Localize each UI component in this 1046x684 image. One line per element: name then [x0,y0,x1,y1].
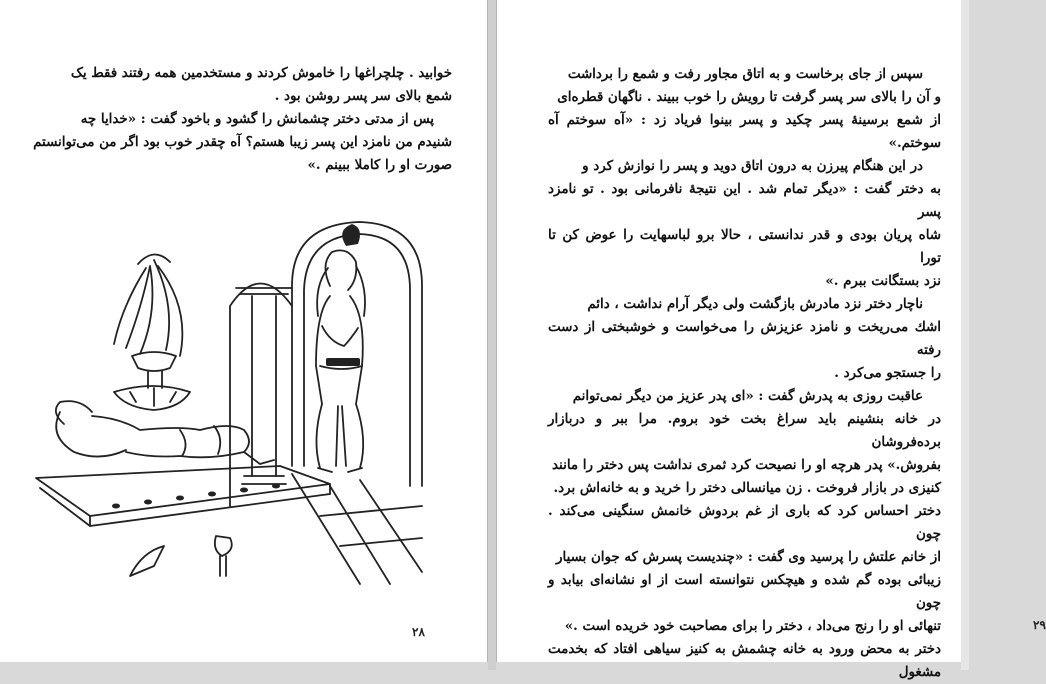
text-line: ناچار دختر نزد مادرش بازگشت ولی دیگر آرام نداشت ، دائم [587,296,923,312]
text-line: در این هنگام پیرزن به درون اتاق دوید و پسر را نوازش کرد و [582,158,923,174]
left-book-page [0,0,488,662]
text-line: نزد بستگانت ببرم .» [825,273,941,289]
page-number: ۲۸ [412,625,425,639]
text-line: و آن را بالای سر پسر گرفت تا رویش را خوب ببیند . ناگهان قطره‌ای [557,89,941,105]
text-line: زیبائی بوده گم شده و هیچکس نتوانسته است از او نشانه‌ای بیابد و چون [548,572,941,611]
left-page-text [28,62,452,177]
text-line: دختر به محض ورود به خانه چشمش به کنیز سیاهی افتاد که بخدمت مشغول [548,641,941,680]
text-line: را جستجو می‌کرد . [834,365,941,381]
text-line: شمع بالای سر پسر روشن بود . [274,88,452,104]
text-line: خوابید . چلچراغها را خاموش کردند و مستخدمین همه رفتند فقط یک [70,65,452,81]
story-illustration [30,216,430,584]
text-line: شاه پریان بودی و قدر ندانستی ، حالا برو لباسهایت را عوض کن تا تورا [548,227,941,266]
text-line: از شمع برسینهٔ پسر چکید و پسر بینوا فریاد زد : «آه سوختم آه سوختم.» [548,112,941,151]
text-line: به دختر گفت : «دیگر تمام شد . این نتیجهٔ نافرمانی بود . تو نامزد پسر [548,181,941,220]
text-line: دختر احساس کرد که باری از غم بردوش خانمش سنگینی می‌کند . چون [548,503,941,542]
text-line: از خانم علتش را پرسید وی گفت : «چندیست پسرش که جوان بسیار [556,549,941,565]
text-line: اشك می‌ریخت و نامزد عزیزش را می‌خواست و خوشبختی از دست رفته [548,319,941,358]
text-line: عاقبت روزی به پدرش گفت : «ای پدر عزیز من دیگر نمی‌توانم [572,388,923,404]
text-line: شنیدم من نامزد این پسر زیبا هستم؟ آه چقدر خوب بود اگر من می‌توانستم [33,134,452,150]
text-line: تنهائی او را رنج می‌داد ، دختر را برای مصاحبت خود خریده است .» [564,618,941,634]
text-line: سپس از جای برخاست و به اتاق مجاور رفت و شمع را برداشت [567,66,923,82]
text-line: کنیزی در بازار فروخت . زن میانسالی دختر را خرید و به خانه‌اش برد. [553,480,941,496]
text-line: در خانه بنشینم باید سراغ بخت خود بروم. مرا ببر و دربازار برده‌فروشان [548,411,941,450]
text-line: پس از مدتی دختر چشمانش را گشود و باخود گفت : «خدایا چه [80,111,434,127]
page-number: ۲۹ [1033,618,1046,632]
text-line: بفروش.» پدر هرچه او را نصیحت کرد ثمری نداشت پس دختر را مانند [552,457,941,473]
right-page-text [548,63,941,684]
book-gutter [488,0,496,670]
page-edge [961,0,969,670]
text-line: صورت او را کاملا ببینم .» [307,157,452,173]
